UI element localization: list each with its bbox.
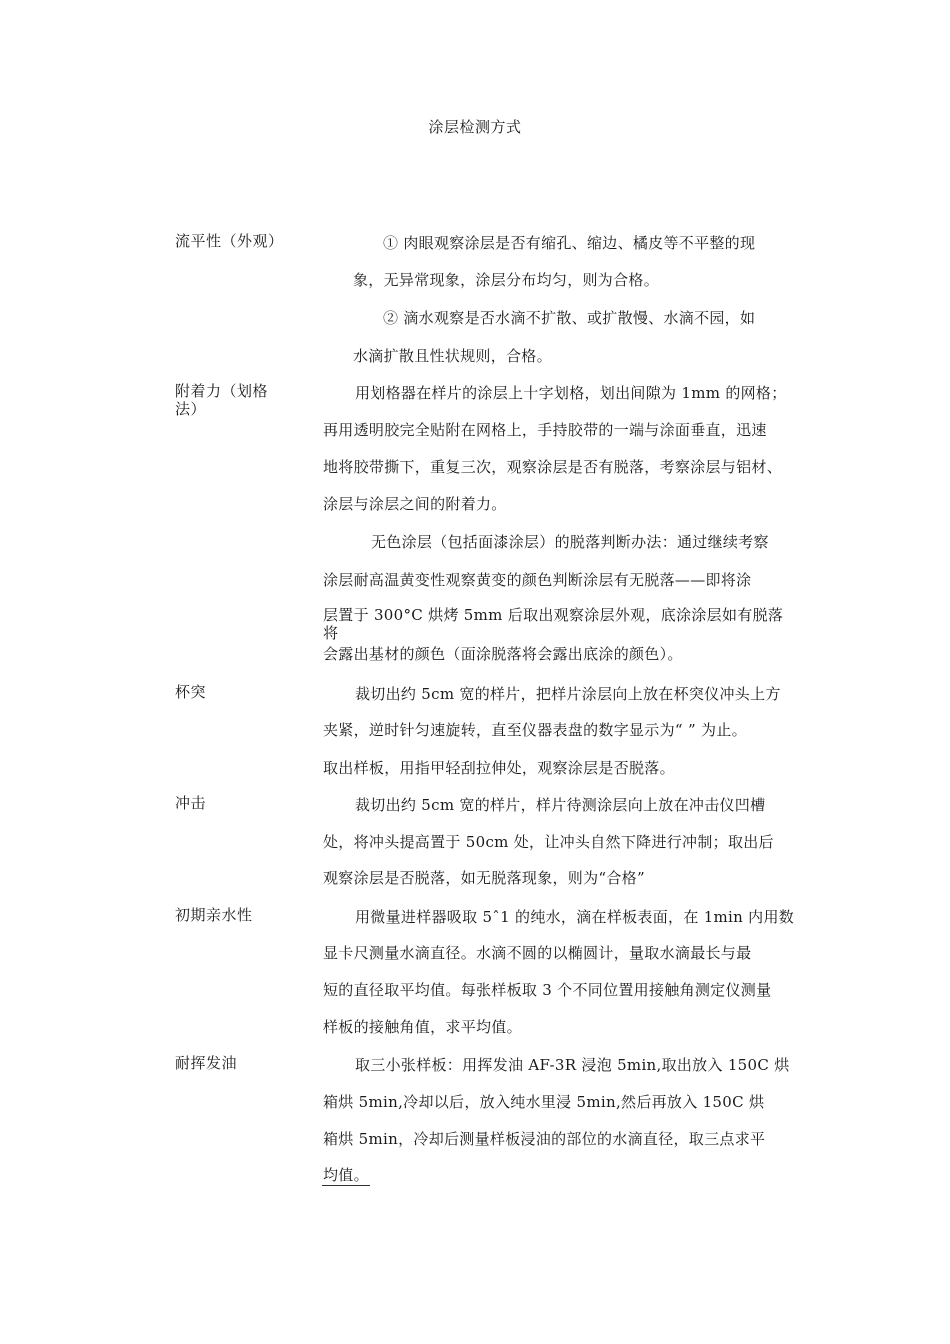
section-label-oil-resistance: 耐挥发油 (175, 1054, 238, 1072)
section-line: 观察涂层是否脱落，如无脱落现象，则为“合格” (323, 869, 645, 887)
section-label-adhesion: 附着力（划格法） (175, 382, 269, 418)
section-line: ① 肉眼观察涂层是否有缩孔、缩边、橘皮等不平整的现 (383, 234, 756, 252)
section-line: 象，无异常现象，涂层分布均匀，则为合格。 (353, 271, 660, 289)
section-line: 箱烘 5min,冷却以后，放入纯水里浸 5min,然后再放入 150C 烘 (323, 1093, 765, 1111)
section-line: 将 (323, 624, 339, 642)
section-line: 处，将冲头提高置于 50cm 处，让冲头自然下降进行冲制；取出后 (323, 833, 774, 851)
section-line: 涂层与涂层之间的附着力。 (323, 495, 507, 513)
text-underline (322, 1185, 370, 1186)
section-line: 裁切出约 5cm 宽的样片，样片待测涂层向上放在冲击仪凹槽 (355, 796, 766, 814)
section-line: 无色涂层（包括面漆涂层）的脱落判断办法：通过继续考察 (371, 533, 769, 551)
section-line: 均值。 (323, 1166, 369, 1184)
section-line: 样板的接触角值，求平均值。 (323, 1018, 522, 1036)
section-label-hydrophilicity: 初期亲水性 (175, 906, 253, 924)
section-line: 取出样板，用指甲轻刮拉伸处，观察涂层是否脱落。 (323, 759, 675, 777)
section-line: 短的直径取平均值。每张样板取 3 个不同位置用接触角测定仪测量 (323, 981, 772, 999)
section-label-impact: 冲击 (175, 794, 207, 812)
section-line: 再用透明胶完全贴附在网格上，手持胶带的一端与涂面垂直，迅速 (323, 421, 767, 439)
section-line: 显卡尺测量水滴直径。水滴不圆的以椭圆计，量取水滴最长与最 (323, 944, 752, 962)
section-line: 取三小张样板：用挥发油 AF-3R 浸泡 5min,取出放入 150C 烘 (355, 1056, 790, 1074)
section-label-cupping: 杯突 (175, 683, 207, 701)
section-line: 夹紧，逆时针匀速旋转，直至仪器表盘的数字显示为“ ” 为止。 (323, 721, 747, 739)
page-title: 涂层检测方式 (428, 118, 522, 136)
section-label-leveling: 流平性（外观） (175, 232, 284, 250)
section-line: 地将胶带撕下，重复三次，观察涂层是否有脱落，考察涂层与铝材、 (323, 458, 783, 476)
section-line: 用微量进样器吸取 5ˆ1 的纯水，滴在样板表面，在 1min 内用数 (355, 908, 795, 926)
section-line: 水滴扩散且性状规则，合格。 (353, 347, 552, 365)
section-line: 涂层耐高温黄变性观察黄变的颜色判断涂层有无脱落——即将涂 (323, 571, 752, 589)
section-line: 层置于 300°C 烘烤 5mm 后取出观察涂层外观，底涂涂层如有脱落 (323, 606, 784, 624)
section-line: 用划格器在样片的涂层上十字划格，划出间隙为 1mm 的网格； (355, 384, 787, 402)
section-line: ② 滴水观察是否水滴不扩散、或扩散慢、水滴不园，如 (383, 309, 756, 327)
section-line: 会露出基材的颜色（面涂脱落将会露出底涂的颜色）。 (323, 645, 683, 663)
section-line: 裁切出约 5cm 宽的样片，把样片涂层向上放在杯突仪冲头上方 (355, 685, 781, 703)
section-line: 箱烘 5min，冷却后测量样板浸油的部位的水滴直径，取三点求平 (323, 1130, 766, 1148)
